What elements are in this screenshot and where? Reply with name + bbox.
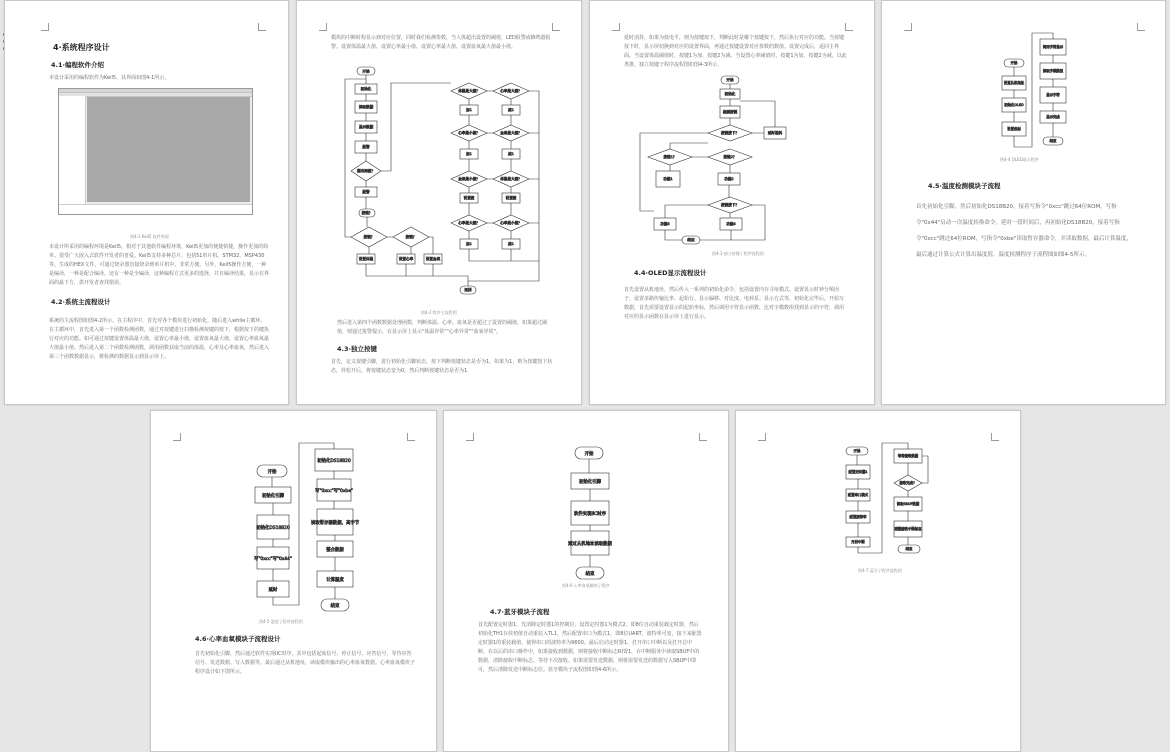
flow-node-label: 配置波特率	[849, 515, 867, 519]
flow-node-label: 整合数据	[326, 548, 344, 553]
paragraph: 首先初始化引脚，然后初始化DS18B20，接着写指令"0xcc"跳过64位ROM，写指令"0x44"启动一次温度转换命令，延时一段时间后，再初始化DS18B20，接着写指令"0xcc"跳过64位ROM，写指令"0xbe"读取暂存器命令，并读取数据，最后计算温度，最后通过计算公式计算出温度值。温度检测程序子流程图如图4-5所示。	[916, 204, 1132, 258]
flow-node-label: 初始化DS18B20	[256, 526, 290, 531]
flow-node-label: 等待接收数据	[897, 454, 919, 458]
document-page-4[interactable]	[881, 0, 1166, 405]
flow-node-label: 按键？	[361, 211, 373, 215]
flow-node-label: 延时消抖	[767, 131, 783, 135]
flow-node-label: 初始化	[724, 92, 736, 96]
flow-node-label: 显示字符	[1046, 93, 1060, 97]
flow-node-label: 设置血氧	[425, 257, 441, 261]
paragraph: 延时消抖，如果为低电平，则为按键按下，判断此时是哪个按键按下，然后执行对应的功能。当按键按下时，显示屏切换到对应的设置界面，再通过按键设置对应参数的数值。设置完成后，返回主界面。当设置体温阈值时，按键1为加，按键2为减。当设置心率阈值时，按键1为加，按键2为减，以此类推。独立按键子程序流程图如图4-3所示。	[624, 35, 847, 68]
flow-node-label: 心率最小值？	[458, 131, 480, 135]
flow-node-label: 按键按下？	[721, 203, 739, 207]
paragraph: 模块的中断时程显示到对应位置，同时我们检测参数，当人体超出设置的阈值，LED报警或蜂鸣器报警。设置体温最大值、设置心率最小值、设置心率最大值、设置血氧最大值最小值。	[331, 35, 551, 50]
flow-node-label: 接收完成？	[899, 481, 917, 485]
oled-flowchart	[882, 1, 1165, 161]
paragraph: 系统的主流程图如图4-2所示。在主程序中，首先对各个模块进行初始化，随后进入while主循环。在主循环中，首先进入第一个函数检测函数，通过对按键进行扫描检测按键的按下，根据按下的键执行对应的功能。如可通过按键设置体温最大值，设置心率最小值，设置血氧最大值，设置心率血氧最大值最小值。然后进入第二个函数检测函数，调用函数获取当前的体温，心率及心率血氧，然后进入第三个函数数据显示，将检测的数据显示到显示屏上。	[49, 318, 269, 360]
flow-node-label: 配置串口模式	[847, 493, 869, 497]
section-heading: 4.1·编程软件介绍	[51, 61, 104, 69]
flow-node-label: 加1	[466, 108, 472, 112]
flow-node-label: 按键？	[405, 235, 417, 239]
flow-node-label: 读取暂存器数据，高字节	[310, 521, 360, 526]
flow-node-label: 体温最大值？	[458, 89, 480, 93]
flow-node-label: 功能4	[726, 222, 736, 226]
flow-node-label: 显示完成	[1046, 115, 1060, 119]
section-heading: 4.6·心率血氧模块子流程设计	[195, 635, 281, 643]
paragraph: 本设计所采用的编程环境是Keil5。相对于其他软件编程环境，Keil5更加的便捷快捷，操作更加的简单。很受广大嵌入式软件开发者的喜爱。Keil5支持多种芯片，包括51单片机、STM32、MSP430等。生成的HEX文件，可通过烧录器直接烧录到单片机中。非常方便。另外，Keil5操作方便，一种是编译，一种是配合编译，还有一种是全编译，这种编程方式更多的选择，并且编译结果，显示在界面的最下方，供开发者查找错误。	[49, 244, 269, 286]
margin-mark	[41, 23, 49, 31]
paragraph: 本设计采用的编程软件为Keil5，其界面如图4-1所示。	[49, 75, 170, 81]
flow-node-label: 设置从机地址	[1003, 81, 1025, 85]
flow-node-label: 超出阈值？	[357, 169, 375, 173]
section-heading: 4.3·独立按键	[337, 345, 377, 353]
flow-node-label: 体温最大值？	[500, 177, 522, 181]
flow-node-label: 加1	[466, 152, 472, 156]
paragraph: 首先，定义按键引脚，进行初始化引脚状态，按下判断按键状态是否为1，如果为1，则为按键按下状态，待松开后，将按键状态变为0，然后判断按键状态是否为1	[331, 359, 553, 374]
flow-node-label: 延时	[268, 588, 278, 593]
flow-node-label: 读取SBUF数据	[896, 502, 920, 506]
flow-node-label: 开始	[853, 449, 861, 453]
flow-node-label: 开启中断	[851, 540, 865, 544]
flow-node-label: 初始化	[360, 87, 372, 91]
flow-node-label: 按键2？	[723, 155, 737, 159]
flow-node-label: 开始	[726, 78, 734, 82]
flow-node-label: 写"0xcc"写"0x44"	[254, 557, 292, 562]
document-page-6[interactable]	[443, 410, 729, 752]
flow-node-label: 设置体温	[358, 257, 374, 261]
document-page-5[interactable]	[150, 410, 437, 752]
bluetooth-flowchart	[736, 411, 1020, 581]
flow-node-label: 读取字模数组	[1042, 69, 1064, 73]
paragraph: 首先设置从机地址，然后传入一系列的初始化命令，包括设置内存寻址模式、设置显示时钟分频因子、设置多路传输比率、起始行、显示偏移、对比度、电荷泵、显示方式等。初始化完毕后，开始写数据，首先需要设置显示的起始坐标，然后调用字符显示函数，比对字模数组找到显示的字符，调用对应的显示函数在显示屏上进行显示。	[624, 287, 845, 320]
document-page-1[interactable]	[4, 0, 289, 405]
flow-node-label: 心率最大值？	[500, 89, 522, 93]
flow-node-label: 减1	[508, 242, 514, 246]
flow-node-label: 写"0xcc"写"0xbe"	[315, 489, 353, 494]
flow-node-label: 心率最大值？	[458, 221, 480, 225]
document-page-2[interactable]	[296, 0, 582, 405]
flow-node-label: 结束	[687, 238, 695, 242]
flow-node-label: 结束	[1049, 139, 1057, 143]
figure-caption: 图4-6 心率血氧模块子程序	[562, 583, 610, 588]
flow-node-label: 初始化引脚	[262, 494, 284, 499]
figure-caption: 图4-3 独立按键子程序流程图	[712, 251, 764, 256]
section-heading: 4.4·OLED显示流程设计	[634, 269, 707, 277]
section-heading: 4.5·温度检测模块子流程	[928, 182, 1001, 190]
keil5-screenshot	[58, 88, 253, 215]
flow-node-label: 减1	[508, 152, 514, 156]
flow-node-label: 血氧最大值？	[500, 131, 522, 135]
flow-node-label: 清除接收中断标志	[894, 527, 922, 531]
flow-node-label: 设置值	[505, 196, 517, 200]
flow-node-label: 结束	[330, 604, 340, 609]
flow-node-label: 心率最小值？	[500, 221, 522, 225]
flow-node-label: 报警	[362, 145, 370, 149]
flow-node-label: 功能2	[724, 177, 734, 181]
flow-node-label: 结束	[905, 547, 913, 551]
figure-caption: 图4-7 蓝牙子程序流程图	[858, 568, 902, 573]
flow-node-label: 通过从机地址读取数据	[568, 542, 612, 547]
margin-mark	[258, 23, 266, 31]
flow-node-label: 配置定时器1	[848, 470, 868, 474]
flow-node-label: 读取数据	[358, 105, 374, 109]
paragraph: 首先配置定时器1，先清除定时器1的控制位，设置定时器1为模式2，即8位自动重装载定时器，然后初始化TH1存放初值自动重装入TL1，然后配置串口为模式1，即8位UART，波特率可变，接下来配置定时器1的重装载值，使得串口的波特率为9600。最后启动定时器1，打开串口中断以及打开总中断，在以后的串口操作中，如果接收到数据，则将接收中断标志RI置1，在中断服务中读取SBUF中的数据，清除接收中断标志。等待下次接收。如果需要发送数据，则将需要发送的数据写入SBUF中即可，然后清除发送中断标志位。蓝牙模块子流程图如图4-6所示。	[478, 622, 702, 673]
section-heading: 4.2·系统主流程设计	[51, 298, 111, 306]
flow-node-label: 功能3	[660, 222, 670, 226]
flow-node-label: 初始化OLED	[1004, 103, 1024, 107]
flow-node-label: 血氧最小值？	[458, 177, 480, 181]
flow-node-label: 开始	[584, 452, 594, 457]
flow-node-label: 按键按下？	[721, 131, 739, 135]
flow-node-label: 检测按键	[722, 110, 738, 114]
flow-node-label: 按键？	[363, 235, 375, 239]
flow-node-label: 设置坐标	[1007, 127, 1021, 131]
main-flowchart	[297, 1, 581, 301]
heart-oxygen-flowchart	[444, 411, 728, 581]
flow-node-label: 报警	[362, 190, 370, 194]
figure-caption: 图4-2 程序主流程图	[421, 310, 457, 315]
flow-node-label: 初始化引脚	[579, 480, 601, 485]
flow-node-label: 功能1	[663, 177, 673, 181]
flow-node-label: 按键1？	[663, 155, 677, 159]
flow-node-label: 开始	[1010, 61, 1018, 65]
document-page-7[interactable]	[735, 410, 1021, 752]
flow-node-label: 显示数据	[358, 125, 374, 129]
figure-caption: 图4-1 Keil5 软件界面	[130, 234, 169, 239]
flow-node-label: 调用字符显示	[1042, 45, 1064, 49]
paragraph: 然后进入第四个函数数据处理函数，判断体温、心率、血氧是否超过了设置的阈值，如果超过阈值，则通过报警提示，在显示屏上显示"体温异常""心率异常""血氧异常"。	[337, 320, 548, 335]
flow-node-label: 开始	[267, 470, 277, 475]
flow-node: 开始	[362, 69, 370, 74]
flow-node-label: 结束	[585, 572, 595, 577]
figure-caption: 图4-5 温度子程序流程图	[259, 619, 303, 624]
section-heading: 4·系统程序设计	[53, 43, 110, 52]
flow-node-label: 设置值	[463, 196, 475, 200]
section-heading: 4.7·蓝牙模块子流程	[490, 608, 550, 616]
flow-node-label: 计算温度	[326, 578, 344, 583]
paragraph: 首先初始化引脚，然后通过软件实现IIC时序，其中包括起始信号、停止信号、应答信号、等待应答信号、发送数据、写入数据等。最后通过从机地址，读取模块输出的心率血氧数据。心率血氧模块子程序设计如下图所示。	[195, 651, 415, 675]
flow-node-label: 加1	[466, 242, 472, 246]
document-page-3[interactable]	[589, 0, 875, 405]
flow-node-label: 初始化DS18B20	[317, 459, 351, 464]
flow-node-label: 减1	[508, 108, 514, 112]
flow-node-label: 返回	[464, 288, 472, 292]
temperature-flowchart	[151, 411, 436, 621]
key-flowchart	[590, 1, 874, 261]
flow-node-label: 设置心率	[398, 257, 414, 261]
flow-node-label: 软件实现IIC时序	[574, 512, 606, 517]
figure-caption: 图4-4 OLED显示程序	[1000, 157, 1039, 162]
